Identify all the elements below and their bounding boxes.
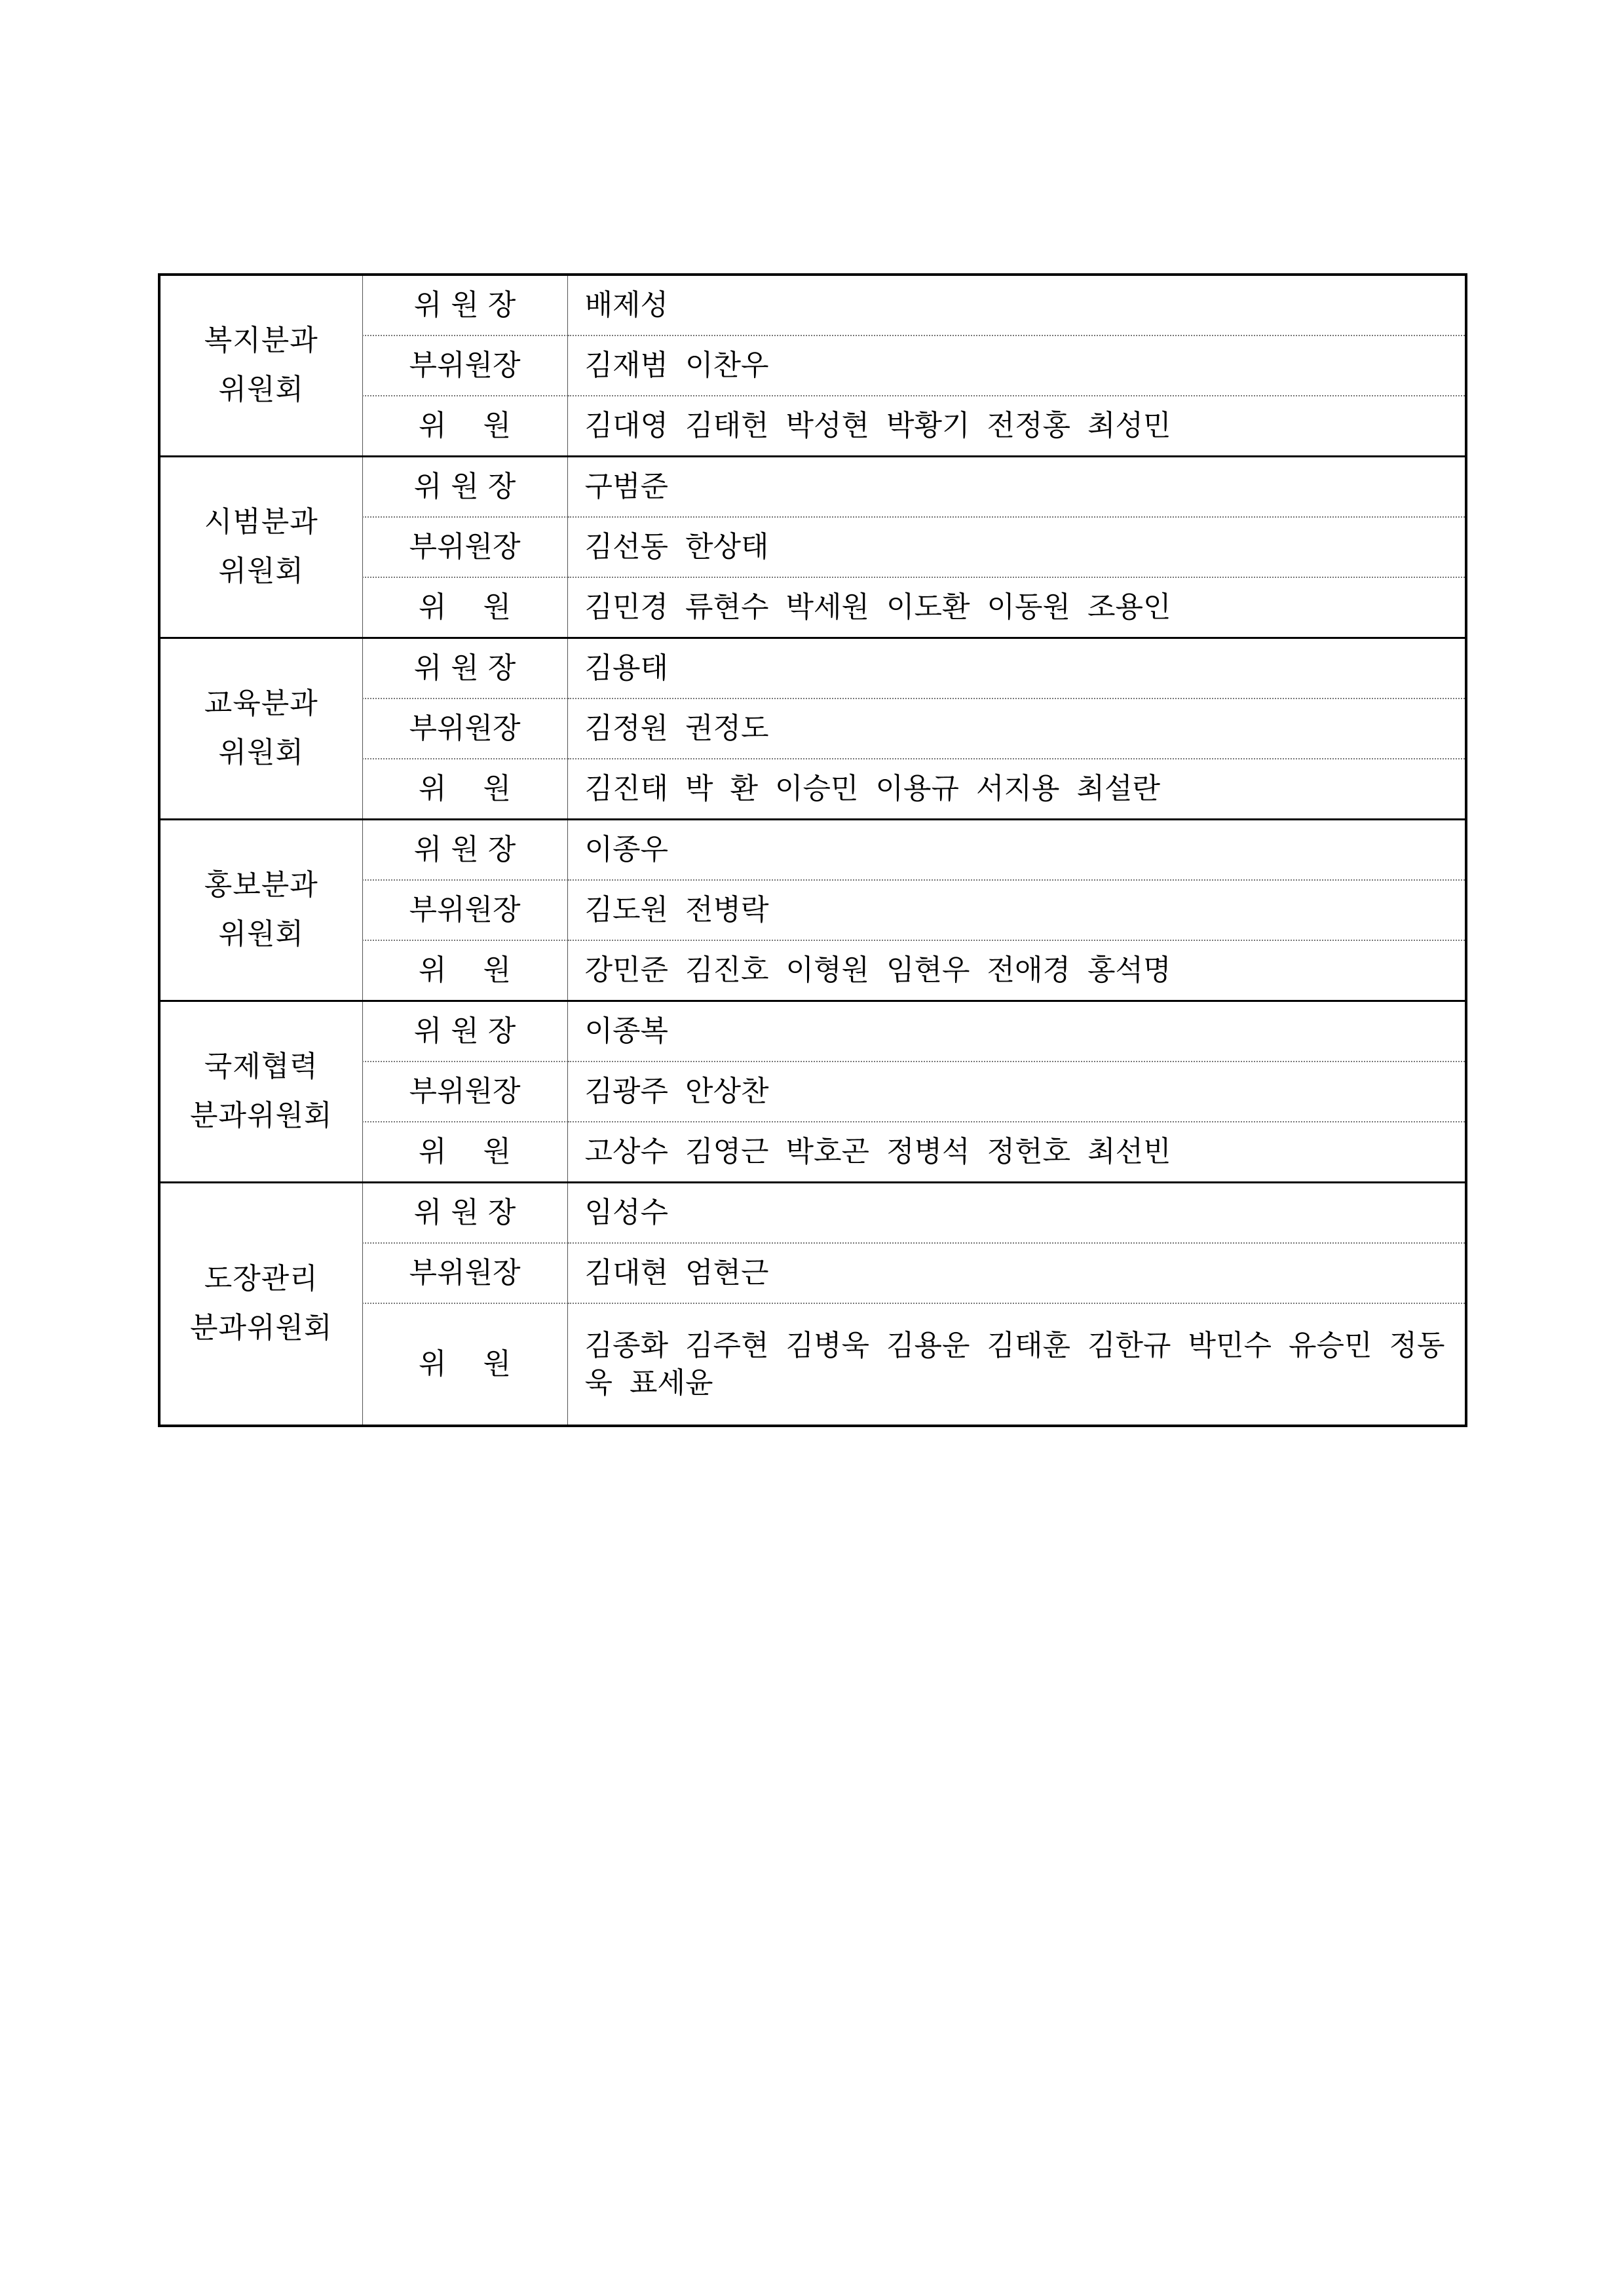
chair-name: 구범준 [567,457,1466,518]
vice-chair-names: 김대현 엄현근 [567,1243,1466,1303]
table-row [159,820,1466,881]
member-names: 강민준 김진호 이형원 임현우 전애경 홍석명 [567,940,1466,1001]
role-label-vice-chair: 부위원장 [362,1243,567,1303]
table-row [159,457,1466,518]
vice-chair-names: 김선동 한상태 [567,517,1466,577]
committee-name-cell [159,1001,362,1183]
vice-chair-names: 김재범 이찬우 [567,335,1466,396]
committee-name-cell [159,638,362,820]
table-row [159,275,1466,335]
committee-name-cell [159,820,362,1001]
role-label-vice-chair: 부위원장 [362,880,567,940]
role-label-member: 위 원 [362,577,567,638]
vice-chair-names: 김도원 전병락 [567,880,1466,940]
role-label-chair: 위 원 장 [362,275,567,335]
role-label-chair: 위 원 장 [362,1001,567,1062]
table-row [159,1183,1466,1244]
vice-chair-names: 김정원 권정도 [567,698,1466,759]
role-label-vice-chair: 부위원장 [362,517,567,577]
member-names: 고상수 김영근 박호곤 정병석 정헌호 최선빈 [567,1122,1466,1183]
committee-name-cell [159,1183,362,1426]
member-names: 김진태 박 환 이승민 이용규 서지용 최설란 [567,759,1466,820]
committee-name: 국제협력 분과위원회 [189,1050,333,1132]
role-label-chair: 위 원 장 [362,638,567,699]
committee-name: 도장관리 분과위원회 [189,1262,333,1345]
role-label-vice-chair: 부위원장 [362,1062,567,1122]
chair-name: 이종우 [567,820,1466,881]
table-row [159,638,1466,699]
table-row [159,1001,1466,1062]
chair-name: 김용태 [567,638,1466,699]
role-label-chair: 위 원 장 [362,1183,567,1244]
chair-name: 이종복 [567,1001,1466,1062]
committee-name: 교육분과 위원회 [204,687,318,769]
member-names: 김종화 김주현 김병욱 김용운 김태훈 김한규 박민수 유승민 정동욱 표세윤 [567,1303,1466,1426]
chair-name: 임성수 [567,1183,1466,1244]
role-label-chair: 위 원 장 [362,457,567,518]
role-label-chair: 위 원 장 [362,820,567,881]
role-label-vice-chair: 부위원장 [362,698,567,759]
role-label-member: 위 원 [362,940,567,1001]
member-names: 김대영 김태헌 박성현 박황기 전정홍 최성민 [567,396,1466,457]
role-label-vice-chair: 부위원장 [362,335,567,396]
role-label-member: 위 원 [362,759,567,820]
committee-name: 복지분과 위원회 [204,324,318,406]
role-label-member: 위 원 [362,1122,567,1183]
committee-name: 시범분과 위원회 [204,505,318,588]
committee-name-cell [159,275,362,457]
committee-name: 홍보분과 위원회 [204,868,318,951]
role-label-member: 위 원 [362,1303,567,1426]
committee-roster-table [158,273,1467,1427]
vice-chair-names: 김광주 안상찬 [567,1062,1466,1122]
member-names: 김민경 류현수 박세원 이도환 이동원 조용인 [567,577,1466,638]
chair-name: 배제성 [567,275,1466,335]
committee-name-cell [159,457,362,638]
role-label-member: 위 원 [362,396,567,457]
